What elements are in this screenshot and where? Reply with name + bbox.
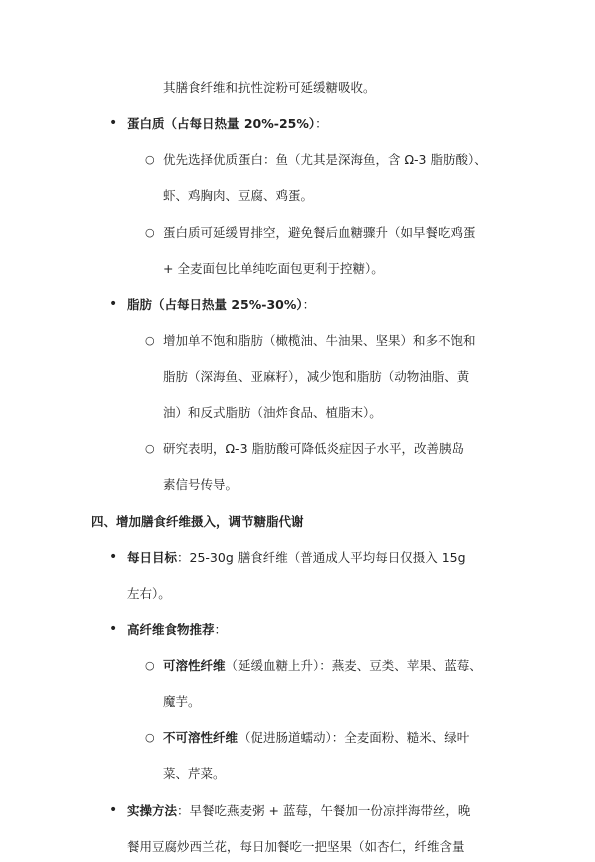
method-line1 — [127, 795, 470, 826]
fat-item2-line1: 研究表明，Ω-3 脂肪酸可降低炎症因子水平，改善胰岛 — [163, 441, 464, 456]
soluble-line1 — [163, 650, 482, 681]
sub-bullet-marker: ○ — [145, 442, 155, 455]
foods-label: 高纤维食物推荐 — [127, 622, 215, 637]
bullet-marker: • — [109, 549, 118, 565]
goal-line2: 左右）。 — [127, 586, 171, 601]
fat-item2-line2: 素信号传导。 — [163, 477, 239, 492]
section-heading — [91, 506, 304, 537]
sub-bullet-marker: ○ — [145, 334, 155, 347]
goal-line1 — [127, 542, 466, 573]
section-4-heading: 四、增加膳食纤维摄入，调节糖脂代谢 — [91, 514, 304, 529]
fat-item1-line1: 增加单不饱和脂肪（橄榄油、牛油果、坚果）和多不饱和 — [163, 333, 476, 348]
soluble-text: （延缓血糖上升）：燕麦、豆类、苹果、蓝莓、 — [225, 658, 482, 673]
protein-heading — [127, 108, 328, 139]
bullet-marker: • — [109, 296, 118, 312]
fat-label: 脂肪（占每日热量 25%-30%） — [127, 297, 303, 312]
foods-colon: ： — [214, 622, 228, 637]
protein-item1-line1: 优先选择优质蛋白：鱼（尤其是深海鱼，含 Ω-3 脂肪酸）、 — [163, 152, 487, 167]
sub-bullet-marker: ○ — [145, 226, 155, 239]
soluble-label: 可溶性纤维 — [163, 658, 226, 673]
continuation-text: 其膳食纤维和抗性淀粉可延缓糖吸收。 — [163, 80, 376, 95]
insoluble-label: 不可溶性纤维 — [163, 730, 239, 745]
method-line2: 餐用豆腐炒西兰花，每日加餐吃一把坚果（如杏仁，纤维含量 — [127, 839, 465, 854]
protein-label: 蛋白质（占每日热量 20%-25%） — [127, 116, 316, 131]
sub-bullet-marker: ○ — [145, 731, 155, 744]
method-text: ：早餐吃燕麦粥 + 蓝莓，午餐加一份凉拌海带丝，晚 — [177, 803, 471, 818]
sub-bullet-marker: ○ — [145, 659, 155, 672]
foods-heading — [127, 614, 227, 645]
fat-colon: ： — [302, 297, 316, 312]
protein-colon: ： — [315, 116, 328, 131]
protein-item1-line2: 虾、鸡胸肉、豆腐、鸡蛋。 — [163, 188, 314, 203]
fat-item1-line2: 脂肪（深海鱼、亚麻籽），减少饱和脂肪（动物油脂、黄 — [163, 369, 470, 384]
soluble-line2: 魔芋。 — [163, 694, 201, 709]
insoluble-text: （促进肠道蠕动）：全麦面粉、糙米、绿叶 — [238, 730, 470, 745]
fat-heading — [127, 289, 315, 320]
protein-item2-line1: 蛋白质可延缓胃排空，避免餐后血糖骤升（如早餐吃鸡蛋 — [163, 225, 476, 240]
bullet-marker: • — [109, 802, 118, 818]
bullet-marker: • — [109, 621, 118, 637]
insoluble-line1 — [163, 722, 469, 753]
method-label: 实操方法 — [127, 803, 178, 818]
bullet-marker: • — [109, 115, 118, 131]
sub-bullet-marker: ○ — [145, 153, 155, 166]
goal-text: ：25-30g 膳食纤维（普通成人平均每日仅摄入 15g — [177, 550, 466, 565]
insoluble-line2: 菜、芹菜。 — [163, 766, 226, 781]
protein-item2-line2: + 全麦面包比单纯吃面包更利于控糖）。 — [163, 261, 384, 276]
fat-item1-line3: 油）和反式脂肪（油炸食品、植脂末）。 — [163, 405, 382, 420]
goal-label: 每日目标 — [127, 550, 178, 565]
